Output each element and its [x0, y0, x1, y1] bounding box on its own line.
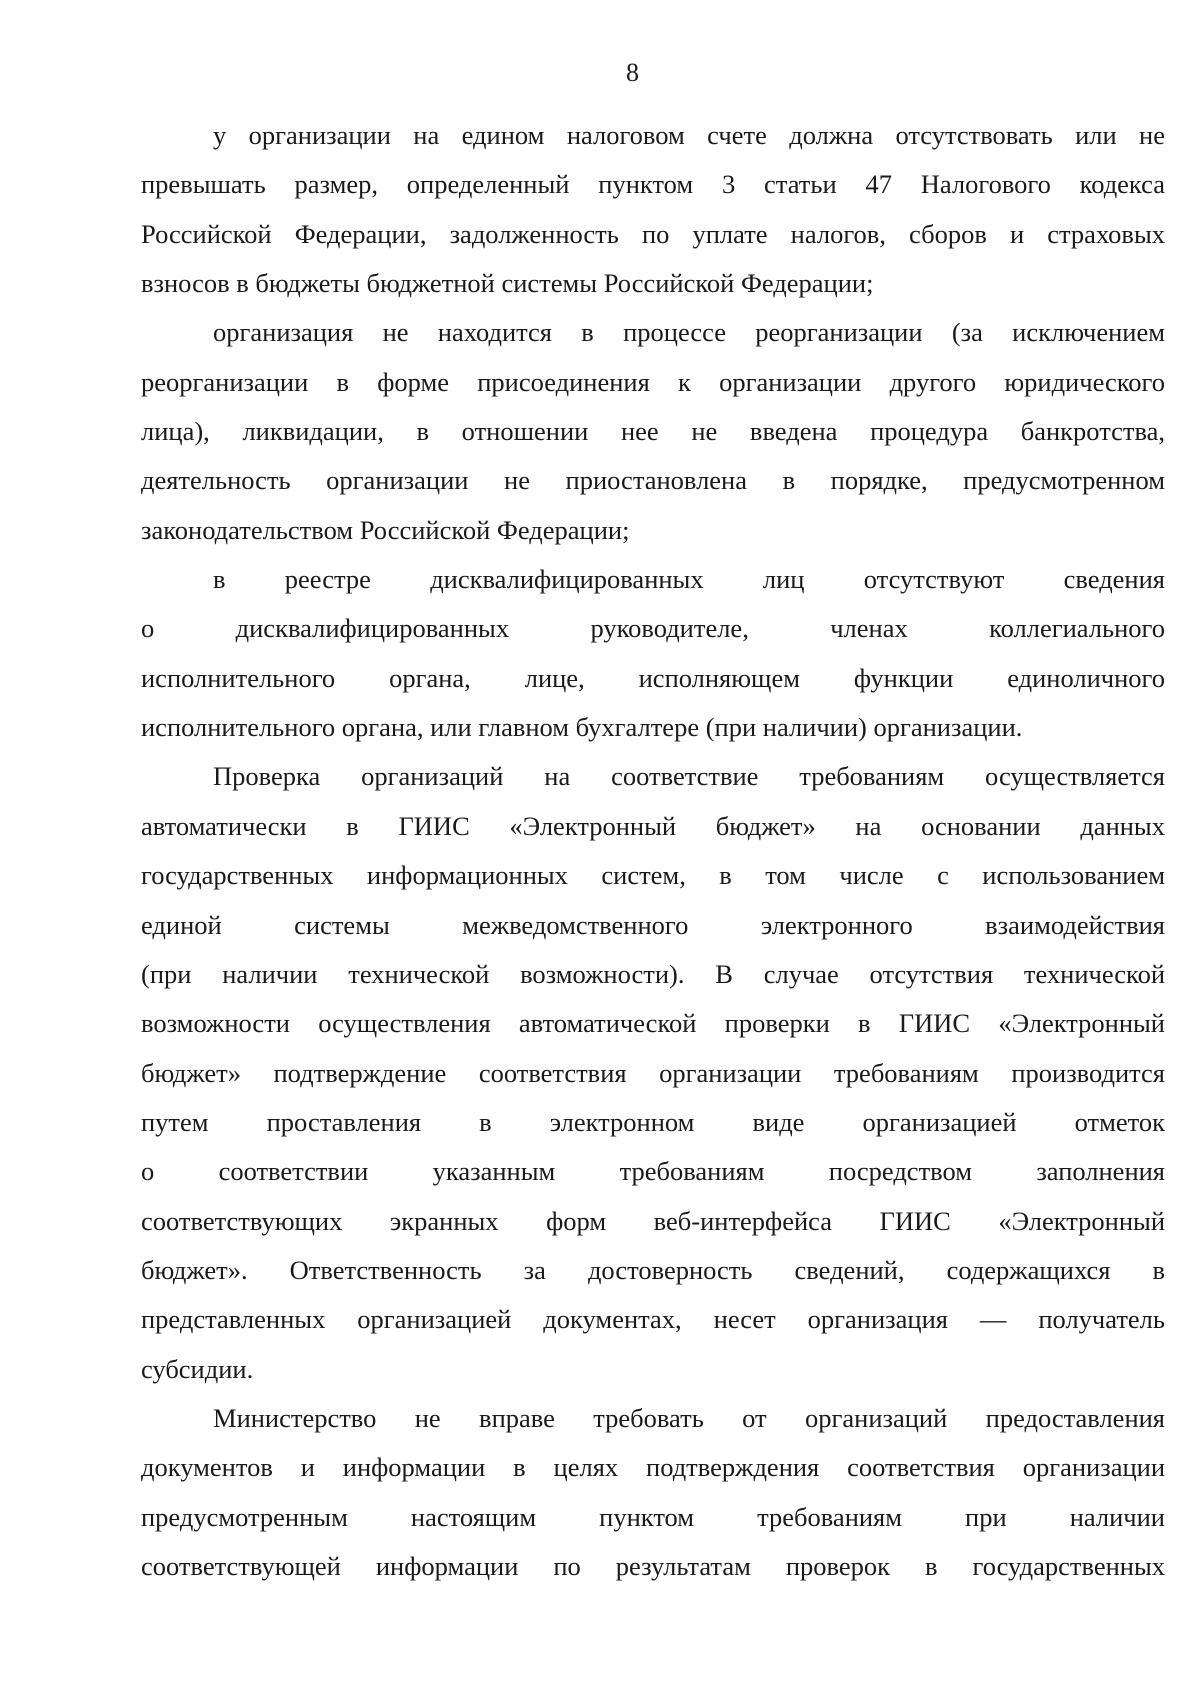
text-line: государственных информационных систем, в том числе с использованием	[141, 860, 1165, 891]
paragraph-reorganization	[141, 308, 1165, 555]
text-line: путем проставления в электронном виде организацией отметок	[141, 1106, 1165, 1137]
text-line: субсидии.	[141, 1353, 254, 1384]
text-line: о дисквалифицированных руководителе, членах коллегиального	[141, 613, 1165, 644]
text-line: бюджет» подтверждение соответствия организации требованиям производится	[141, 1057, 1165, 1088]
paragraph-ministry	[141, 1394, 1165, 1591]
text-line: лица), ликвидации, в отношении нее не введена процедура банкротства,	[141, 416, 1165, 447]
text-line: деятельность организации не приостановлена в порядке, предусмотренном	[141, 465, 1165, 496]
paragraph-verification	[141, 752, 1165, 1393]
text-line: превышать размер, определенный пунктом 3 статьи 47 Налогового кодекса	[141, 169, 1165, 200]
text-line: о соответствии указанным требованиям посредством заполнения	[141, 1156, 1165, 1187]
text-line: соответствующих экранных форм веб-интерфейса ГИИС «Электронный	[141, 1205, 1165, 1236]
text-line: исполнительного органа, или главном бухгалтере (при наличии) организации.	[141, 712, 1023, 743]
text-line: законодательством Российской Федерации;	[141, 514, 630, 545]
text-line: исполнительного органа, лице, исполняющем функции единоличного	[141, 662, 1165, 693]
text-line: взносов в бюджеты бюджетной системы Российской Федерации;	[141, 268, 874, 299]
text-line: единой системы межведомственного электронного взаимодействия	[141, 909, 1165, 940]
text-line: Министерство не вправе требовать от организаций предоставления	[213, 1402, 1165, 1433]
text-line: автоматически в ГИИС «Электронный бюджет» на основании данных	[141, 810, 1165, 841]
paragraph-tax-debt	[141, 111, 1165, 308]
text-line: у организации на едином налоговом счете должна отсутствовать или не	[213, 120, 1165, 150]
text-line: возможности осуществления автоматической проверки в ГИИС «Электронный	[141, 1008, 1165, 1039]
paragraph-disqualified-registry	[141, 555, 1165, 752]
text-line: в реестре дисквалифицированных лиц отсутствуют сведения	[213, 564, 1165, 595]
text-line: предусмотренным настоящим пунктом требованиям при наличии	[141, 1501, 1165, 1532]
text-line: реорганизации в форме присоединения к организации другого юридического	[141, 366, 1165, 397]
text-line: (при наличии технической возможности). В случае отсутствия технической	[141, 958, 1165, 989]
text-line: Проверка организаций на соответствие требованиям осуществляется	[213, 761, 1165, 792]
text-line: организация не находится в процессе реорганизации (за исключением	[213, 317, 1165, 348]
text-line: представленных организацией документах, несет организация — получатель	[141, 1304, 1165, 1335]
text-line: документов и информации в целях подтверждения соответствия организации	[141, 1452, 1165, 1483]
document-body	[141, 111, 1165, 1591]
text-line: Российской Федерации, задолженность по уплате налогов, сборов и страховых	[141, 218, 1165, 249]
page-number: 8	[626, 58, 639, 87]
text-line: соответствующей информации по результатам проверок в государственных	[141, 1550, 1165, 1581]
text-line: бюджет». Ответственность за достоверность сведений, содержащихся в	[141, 1254, 1165, 1285]
